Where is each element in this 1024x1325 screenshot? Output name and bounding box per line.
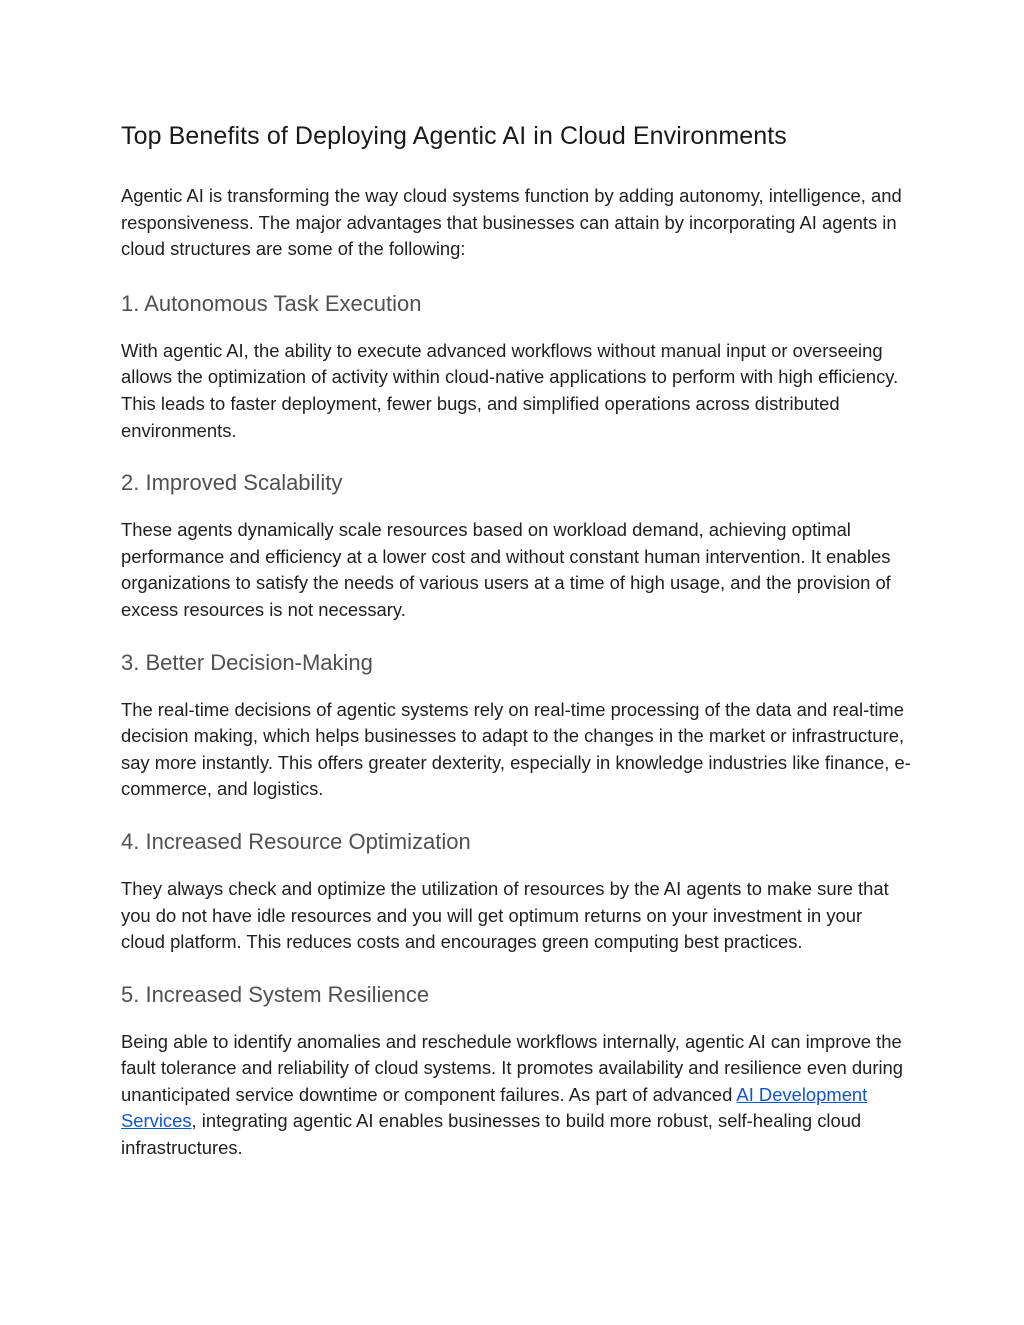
page-title: Top Benefits of Deploying Agentic AI in Cloud Environments [121, 122, 787, 150]
section-heading-improved-scalability: 2. Improved Scalability [121, 470, 343, 496]
section-body-autonomous-task-execution: With agentic AI, the ability to execute advanced workflows without manual input or overseeing allows the optimization of activity within cloud-native applications to perform with high efficiency. This leads to faster deployment, fewer bugs, and simplified operations across distributed environments. [121, 339, 899, 441]
intro-paragraph: Agentic AI is transforming the way cloud systems function by adding autonomy, intelligence, and responsiveness. The major advantages that businesses can attain by incorporating AI agents in cloud structures are some of the following: [121, 185, 902, 260]
section-heading-increased-system-resilience: 5. Increased System Resilience [121, 981, 430, 1007]
document-page [121, 118, 911, 1162]
section-body-better-decision-making: The real-time decisions of agentic systems rely on real-time processing of the data and real-time decision making, which helps businesses to adapt to the changes in the market or infrastructure, say more instantly. This offers greater dexterity, especially in knowledge industries like finance, e-commerce, and logistics. [121, 698, 911, 800]
resilience-body-text-before-link: Being able to identify anomalies and reschedule workflows internally, agentic AI can improve the fault tolerance and reliability of cloud systems. It promotes availability and resilience even during unanticipated service downtime or component failures. As part of advanced [121, 1030, 904, 1105]
section-heading-autonomous-task-execution: 1. Autonomous Task Execution [121, 290, 422, 316]
ai-development-services-link[interactable]: AI Development Services [121, 1083, 868, 1132]
section-body-increased-resource-optimization: They always check and optimize the utilization of resources by the AI agents to make sure that you do not have idle resources and you will get optimum returns on your investment in your cloud platform. This reduces costs and encourages green computing best practices. [121, 877, 889, 953]
section-heading-better-decision-making: 3. Better Decision-Making [121, 649, 373, 675]
section-heading-increased-resource-optimization: 4. Increased Resource Optimization [121, 828, 471, 854]
resilience-body-text-after-link: , integrating agentic AI enables businesses to build more robust, self-healing cloud infrastructures. [121, 1110, 862, 1159]
section-body-improved-scalability: These agents dynamically scale resources based on workload demand, achieving optimal performance and efficiency at a lower cost and without constant human intervention. It enables organizations to satisfy the needs of various users at a time of high usage, and the provision of excess resources is not necessary. [121, 519, 891, 620]
section-body-increased-system-resilience [121, 1029, 911, 1162]
